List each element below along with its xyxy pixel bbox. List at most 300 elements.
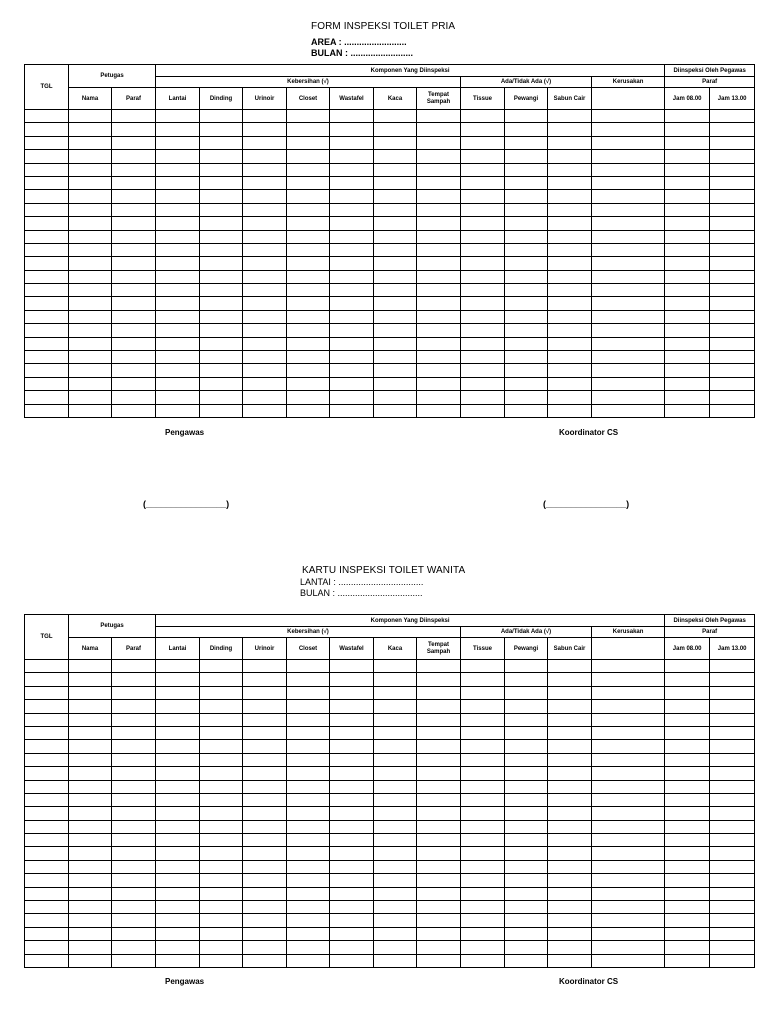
table-cell[interactable]: [287, 257, 330, 270]
table-cell[interactable]: [592, 740, 665, 753]
table-cell[interactable]: [156, 660, 200, 673]
table-cell[interactable]: [330, 404, 374, 417]
table-cell[interactable]: [243, 337, 287, 350]
table-cell[interactable]: [330, 176, 374, 189]
table-cell[interactable]: [200, 927, 243, 940]
table-cell[interactable]: [330, 860, 374, 873]
table-cell[interactable]: [287, 860, 330, 873]
table-cell[interactable]: [200, 404, 243, 417]
pengawas-signature-line[interactable]: (________________): [143, 499, 230, 509]
table-cell[interactable]: [710, 391, 755, 404]
table-cell[interactable]: [505, 310, 548, 323]
table-cell[interactable]: [200, 391, 243, 404]
table-cell[interactable]: [374, 377, 417, 390]
table-cell[interactable]: [417, 954, 461, 967]
area-field[interactable]: AREA : .........................: [311, 37, 407, 47]
table-cell[interactable]: [112, 404, 156, 417]
table-cell[interactable]: [461, 686, 505, 699]
table-cell[interactable]: [156, 123, 200, 136]
table-cell[interactable]: [330, 954, 374, 967]
table-cell[interactable]: [287, 740, 330, 753]
table-cell[interactable]: [461, 351, 505, 364]
table-cell[interactable]: [665, 807, 710, 820]
table-cell[interactable]: [710, 284, 755, 297]
table-cell[interactable]: [665, 954, 710, 967]
table-cell[interactable]: [505, 767, 548, 780]
table-cell[interactable]: [505, 297, 548, 310]
table-cell[interactable]: [592, 753, 665, 766]
table-cell[interactable]: [505, 901, 548, 914]
table-cell[interactable]: [548, 351, 592, 364]
table-cell[interactable]: [461, 700, 505, 713]
table-cell[interactable]: [69, 297, 112, 310]
table-cell[interactable]: [287, 150, 330, 163]
table-cell[interactable]: [548, 297, 592, 310]
table-cell[interactable]: [592, 700, 665, 713]
table-cell[interactable]: [243, 391, 287, 404]
table-cell[interactable]: [330, 941, 374, 954]
table-cell[interactable]: [69, 270, 112, 283]
table-cell[interactable]: [112, 257, 156, 270]
table-cell[interactable]: [156, 713, 200, 726]
table-cell[interactable]: [200, 337, 243, 350]
table-cell[interactable]: [505, 377, 548, 390]
table-cell[interactable]: [330, 190, 374, 203]
table-cell[interactable]: [156, 110, 200, 123]
table-cell[interactable]: [287, 217, 330, 230]
table-cell[interactable]: [243, 324, 287, 337]
table-cell[interactable]: [710, 404, 755, 417]
table-cell[interactable]: [417, 110, 461, 123]
table-cell[interactable]: [112, 391, 156, 404]
table-cell[interactable]: [156, 351, 200, 364]
table-cell[interactable]: [330, 753, 374, 766]
table-cell[interactable]: [505, 123, 548, 136]
table-cell[interactable]: [243, 753, 287, 766]
table-cell[interactable]: [200, 686, 243, 699]
table-cell[interactable]: [592, 391, 665, 404]
table-cell[interactable]: [287, 203, 330, 216]
table-cell[interactable]: [592, 874, 665, 887]
table-cell[interactable]: [287, 660, 330, 673]
table-cell[interactable]: [112, 217, 156, 230]
table-cell[interactable]: [112, 284, 156, 297]
table-cell[interactable]: [156, 270, 200, 283]
table-cell[interactable]: [461, 847, 505, 860]
table-cell[interactable]: [112, 807, 156, 820]
table-cell[interactable]: [505, 820, 548, 833]
table-cell[interactable]: [710, 337, 755, 350]
table-cell[interactable]: [156, 243, 200, 256]
table-cell[interactable]: [287, 780, 330, 793]
table-cell[interactable]: [710, 820, 755, 833]
table-cell[interactable]: [505, 190, 548, 203]
table-cell[interactable]: [710, 243, 755, 256]
table-cell[interactable]: [374, 297, 417, 310]
table-cell[interactable]: [200, 713, 243, 726]
table-cell[interactable]: [461, 660, 505, 673]
table-cell[interactable]: [505, 740, 548, 753]
table-cell[interactable]: [665, 887, 710, 900]
table-cell[interactable]: [374, 310, 417, 323]
table-cell[interactable]: [461, 190, 505, 203]
table-cell[interactable]: [156, 941, 200, 954]
table-cell[interactable]: [417, 660, 461, 673]
table-cell[interactable]: [417, 753, 461, 766]
table-cell[interactable]: [69, 660, 112, 673]
table-cell[interactable]: [505, 686, 548, 699]
table-cell[interactable]: [69, 740, 112, 753]
table-cell[interactable]: [25, 834, 69, 847]
table-cell[interactable]: [243, 190, 287, 203]
table-cell[interactable]: [25, 150, 69, 163]
table-cell[interactable]: [330, 203, 374, 216]
table-cell[interactable]: [592, 364, 665, 377]
table-cell[interactable]: [243, 243, 287, 256]
table-cell[interactable]: [548, 954, 592, 967]
table-cell[interactable]: [112, 780, 156, 793]
table-cell[interactable]: [417, 901, 461, 914]
table-cell[interactable]: [665, 364, 710, 377]
table-cell[interactable]: [417, 364, 461, 377]
table-cell[interactable]: [243, 874, 287, 887]
table-cell[interactable]: [710, 860, 755, 873]
table-cell[interactable]: [461, 217, 505, 230]
table-cell[interactable]: [548, 284, 592, 297]
table-cell[interactable]: [592, 404, 665, 417]
table-cell[interactable]: [374, 136, 417, 149]
table-cell[interactable]: [69, 726, 112, 739]
table-cell[interactable]: [69, 203, 112, 216]
table-cell[interactable]: [505, 793, 548, 806]
table-cell[interactable]: [112, 874, 156, 887]
table-cell[interactable]: [592, 726, 665, 739]
table-cell[interactable]: [287, 767, 330, 780]
table-cell[interactable]: [461, 243, 505, 256]
table-cell[interactable]: [548, 901, 592, 914]
table-cell[interactable]: [200, 807, 243, 820]
table-cell[interactable]: [243, 203, 287, 216]
table-cell[interactable]: [374, 203, 417, 216]
table-cell[interactable]: [243, 404, 287, 417]
table-cell[interactable]: [200, 726, 243, 739]
table-cell[interactable]: [25, 351, 69, 364]
table-cell[interactable]: [200, 257, 243, 270]
table-cell[interactable]: [417, 834, 461, 847]
table-cell[interactable]: [592, 673, 665, 686]
table-cell[interactable]: [461, 270, 505, 283]
table-cell[interactable]: [200, 954, 243, 967]
table-cell[interactable]: [374, 660, 417, 673]
table-cell[interactable]: [200, 820, 243, 833]
table-cell[interactable]: [417, 297, 461, 310]
table-cell[interactable]: [505, 887, 548, 900]
table-cell[interactable]: [287, 673, 330, 686]
table-cell[interactable]: [69, 793, 112, 806]
table-cell[interactable]: [25, 726, 69, 739]
table-cell[interactable]: [710, 753, 755, 766]
table-cell[interactable]: [374, 820, 417, 833]
table-cell[interactable]: [287, 820, 330, 833]
table-cell[interactable]: [25, 660, 69, 673]
table-cell[interactable]: [287, 377, 330, 390]
table-cell[interactable]: [69, 190, 112, 203]
table-cell[interactable]: [461, 780, 505, 793]
table-cell[interactable]: [330, 713, 374, 726]
table-cell[interactable]: [243, 176, 287, 189]
table-cell[interactable]: [710, 217, 755, 230]
table-cell[interactable]: [505, 284, 548, 297]
table-cell[interactable]: [505, 203, 548, 216]
table-cell[interactable]: [243, 351, 287, 364]
table-cell[interactable]: [592, 230, 665, 243]
table-cell[interactable]: [330, 793, 374, 806]
table-cell[interactable]: [548, 110, 592, 123]
table-cell[interactable]: [243, 927, 287, 940]
table-cell[interactable]: [548, 377, 592, 390]
table-cell[interactable]: [243, 713, 287, 726]
table-cell[interactable]: [374, 150, 417, 163]
table-cell[interactable]: [156, 324, 200, 337]
table-cell[interactable]: [243, 217, 287, 230]
table-cell[interactable]: [330, 150, 374, 163]
table-cell[interactable]: [710, 364, 755, 377]
table-cell[interactable]: [461, 176, 505, 189]
table-cell[interactable]: [112, 203, 156, 216]
table-cell[interactable]: [548, 190, 592, 203]
table-cell[interactable]: [69, 364, 112, 377]
table-cell[interactable]: [69, 847, 112, 860]
table-cell[interactable]: [548, 404, 592, 417]
table-cell[interactable]: [200, 243, 243, 256]
table-cell[interactable]: [200, 887, 243, 900]
table-cell[interactable]: [461, 203, 505, 216]
table-cell[interactable]: [112, 110, 156, 123]
table-cell[interactable]: [330, 123, 374, 136]
table-cell[interactable]: [287, 927, 330, 940]
table-cell[interactable]: [25, 270, 69, 283]
table-cell[interactable]: [374, 190, 417, 203]
table-cell[interactable]: [710, 351, 755, 364]
table-cell[interactable]: [417, 726, 461, 739]
table-cell[interactable]: [505, 660, 548, 673]
table-cell[interactable]: [243, 914, 287, 927]
table-cell[interactable]: [548, 364, 592, 377]
table-cell[interactable]: [374, 901, 417, 914]
table-cell[interactable]: [374, 834, 417, 847]
table-cell[interactable]: [710, 163, 755, 176]
table-cell[interactable]: [112, 767, 156, 780]
table-cell[interactable]: [505, 230, 548, 243]
table-cell[interactable]: [417, 887, 461, 900]
table-cell[interactable]: [330, 297, 374, 310]
table-cell[interactable]: [287, 176, 330, 189]
table-cell[interactable]: [592, 780, 665, 793]
table-cell[interactable]: [69, 230, 112, 243]
table-cell[interactable]: [461, 887, 505, 900]
table-cell[interactable]: [461, 404, 505, 417]
table-cell[interactable]: [112, 364, 156, 377]
table-cell[interactable]: [548, 270, 592, 283]
table-cell[interactable]: [287, 686, 330, 699]
table-cell[interactable]: [112, 901, 156, 914]
table-cell[interactable]: [374, 860, 417, 873]
table-cell[interactable]: [243, 297, 287, 310]
table-cell[interactable]: [156, 176, 200, 189]
table-cell[interactable]: [243, 847, 287, 860]
table-cell[interactable]: [710, 726, 755, 739]
table-cell[interactable]: [200, 230, 243, 243]
table-cell[interactable]: [330, 807, 374, 820]
table-cell[interactable]: [710, 793, 755, 806]
table-cell[interactable]: [592, 847, 665, 860]
table-cell[interactable]: [417, 914, 461, 927]
table-cell[interactable]: [156, 874, 200, 887]
table-cell[interactable]: [25, 780, 69, 793]
table-cell[interactable]: [243, 860, 287, 873]
table-cell[interactable]: [69, 351, 112, 364]
table-cell[interactable]: [156, 190, 200, 203]
table-cell[interactable]: [417, 377, 461, 390]
table-cell[interactable]: [330, 337, 374, 350]
table-cell[interactable]: [548, 150, 592, 163]
table-cell[interactable]: [592, 927, 665, 940]
table-cell[interactable]: [156, 150, 200, 163]
bulan-field[interactable]: BULAN : .........................: [311, 48, 414, 58]
table-cell[interactable]: [505, 726, 548, 739]
table-cell[interactable]: [665, 217, 710, 230]
table-cell[interactable]: [374, 230, 417, 243]
table-cell[interactable]: [112, 793, 156, 806]
table-cell[interactable]: [548, 686, 592, 699]
table-cell[interactable]: [417, 740, 461, 753]
table-cell[interactable]: [243, 310, 287, 323]
table-cell[interactable]: [200, 364, 243, 377]
table-cell[interactable]: [461, 927, 505, 940]
table-cell[interactable]: [665, 391, 710, 404]
table-cell[interactable]: [25, 337, 69, 350]
table-cell[interactable]: [25, 847, 69, 860]
table-cell[interactable]: [200, 660, 243, 673]
table-cell[interactable]: [461, 767, 505, 780]
table-cell[interactable]: [374, 700, 417, 713]
table-cell[interactable]: [243, 700, 287, 713]
table-cell[interactable]: [548, 780, 592, 793]
table-cell[interactable]: [25, 297, 69, 310]
table-cell[interactable]: [69, 673, 112, 686]
table-cell[interactable]: [592, 767, 665, 780]
table-cell[interactable]: [200, 847, 243, 860]
table-cell[interactable]: [112, 270, 156, 283]
table-cell[interactable]: [156, 847, 200, 860]
table-cell[interactable]: [330, 673, 374, 686]
table-cell[interactable]: [243, 660, 287, 673]
table-cell[interactable]: [710, 257, 755, 270]
table-cell[interactable]: [548, 391, 592, 404]
table-cell[interactable]: [461, 793, 505, 806]
table-cell[interactable]: [243, 941, 287, 954]
table-cell[interactable]: [665, 860, 710, 873]
table-cell[interactable]: [710, 780, 755, 793]
table-cell[interactable]: [112, 927, 156, 940]
table-cell[interactable]: [461, 914, 505, 927]
table-cell[interactable]: [548, 753, 592, 766]
table-cell[interactable]: [374, 391, 417, 404]
table-cell[interactable]: [69, 123, 112, 136]
table-cell[interactable]: [200, 136, 243, 149]
table-cell[interactable]: [156, 780, 200, 793]
table-cell[interactable]: [417, 243, 461, 256]
table-cell[interactable]: [112, 914, 156, 927]
table-cell[interactable]: [156, 203, 200, 216]
table-cell[interactable]: [548, 673, 592, 686]
table-cell[interactable]: [200, 163, 243, 176]
table-cell[interactable]: [200, 941, 243, 954]
table-cell[interactable]: [505, 874, 548, 887]
table-cell[interactable]: [287, 297, 330, 310]
table-cell[interactable]: [330, 847, 374, 860]
table-cell[interactable]: [330, 284, 374, 297]
table-cell[interactable]: [287, 123, 330, 136]
table-cell[interactable]: [710, 203, 755, 216]
table-cell[interactable]: [417, 176, 461, 189]
table-cell[interactable]: [710, 834, 755, 847]
table-cell[interactable]: [243, 901, 287, 914]
table-cell[interactable]: [374, 673, 417, 686]
koordinator-signature-line[interactable]: (________________): [543, 499, 630, 509]
table-cell[interactable]: [374, 847, 417, 860]
table-cell[interactable]: [417, 123, 461, 136]
table-cell[interactable]: [374, 110, 417, 123]
table-cell[interactable]: [69, 136, 112, 149]
table-cell[interactable]: [374, 793, 417, 806]
table-cell[interactable]: [25, 713, 69, 726]
table-cell[interactable]: [548, 324, 592, 337]
table-cell[interactable]: [374, 337, 417, 350]
table-cell[interactable]: [461, 136, 505, 149]
table-cell[interactable]: [505, 243, 548, 256]
table-cell[interactable]: [243, 954, 287, 967]
table-cell[interactable]: [25, 686, 69, 699]
table-cell[interactable]: [592, 954, 665, 967]
table-cell[interactable]: [592, 190, 665, 203]
table-cell[interactable]: [112, 700, 156, 713]
table-cell[interactable]: [417, 257, 461, 270]
table-cell[interactable]: [112, 123, 156, 136]
table-cell[interactable]: [287, 110, 330, 123]
table-cell[interactable]: [548, 767, 592, 780]
table-cell[interactable]: [417, 767, 461, 780]
table-cell[interactable]: [287, 230, 330, 243]
table-cell[interactable]: [592, 941, 665, 954]
table-cell[interactable]: [330, 230, 374, 243]
table-cell[interactable]: [461, 860, 505, 873]
table-cell[interactable]: [112, 834, 156, 847]
table-cell[interactable]: [287, 337, 330, 350]
table-cell[interactable]: [374, 176, 417, 189]
table-cell[interactable]: [505, 713, 548, 726]
table-cell[interactable]: [156, 767, 200, 780]
table-cell[interactable]: [330, 377, 374, 390]
table-cell[interactable]: [287, 391, 330, 404]
table-cell[interactable]: [330, 243, 374, 256]
table-cell[interactable]: [25, 284, 69, 297]
table-cell[interactable]: [330, 110, 374, 123]
table-cell[interactable]: [69, 404, 112, 417]
table-cell[interactable]: [156, 163, 200, 176]
table-cell[interactable]: [156, 820, 200, 833]
table-cell[interactable]: [461, 740, 505, 753]
